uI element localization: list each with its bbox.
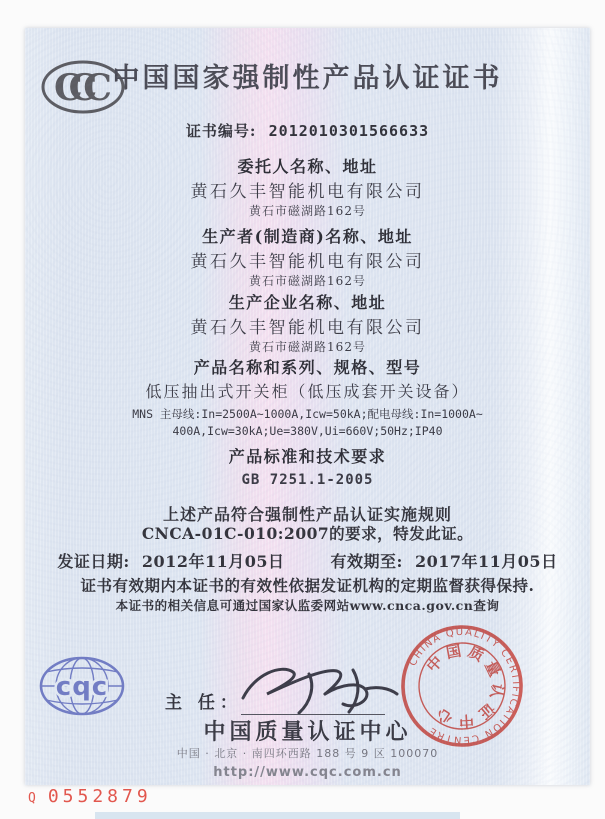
dates-row <box>25 549 590 572</box>
scan-edge-artifact <box>95 812 460 819</box>
stamp-english-text: CHINA QUALITY CERTIFICATION CENTRE <box>407 626 522 746</box>
stamp-chinese-text: 中国质量认证中心 <box>422 640 508 731</box>
certificate-paper <box>25 28 590 785</box>
issuing-org-url: http://www.cqc.com.cn <box>213 765 402 780</box>
certificate-number-line <box>25 122 590 141</box>
standard-value: GB 7251.1-2005 <box>241 472 374 488</box>
manufacturer-heading: 生产者(制造商)名称、地址 <box>202 227 413 246</box>
applicant-heading: 委托人名称、地址 <box>237 157 378 176</box>
applicant-address: 黄石市磁湖路162号 <box>249 204 366 218</box>
manufacturer-name: 黄石久丰智能机电有限公司 <box>190 252 425 272</box>
applicant-name: 黄石久丰智能机电有限公司 <box>190 182 425 202</box>
issuing-org-address: 中国 · 北京 · 南四环西路 188 号 9 区 100070 <box>176 747 439 760</box>
cqc-logo-icon <box>38 655 126 717</box>
serial-digits: 0552879 <box>47 786 152 807</box>
product-spec-line2: 400A,Icw=30kA;Ue=380V,Ui=660V;50Hz;IP40 <box>172 424 443 438</box>
serial-prefix: Q <box>28 791 36 806</box>
issue-date-label: 发证日期: <box>57 552 130 571</box>
product-heading: 产品名称和系列、规格、型号 <box>193 358 422 377</box>
director-label: 主 任： <box>165 693 242 713</box>
factory-name: 黄石久丰智能机电有限公司 <box>190 318 425 338</box>
certificate-number-value: 2012010301566633 <box>268 122 430 140</box>
certificate-title: 中国国家强制性产品认证证书 <box>112 63 503 94</box>
signature-underline <box>241 714 385 715</box>
issue-date-value: 2012年11月05日 <box>141 552 285 571</box>
statement-line2: CNCA-01C-010:2007的要求，特发此证。 <box>141 524 474 543</box>
factory-address: 黄石市磁湖路162号 <box>249 340 366 354</box>
manufacturer-address: 黄石市磁湖路162号 <box>249 274 366 288</box>
validity-note: 证书有效期内本证书的有效性依据发证机构的定期监督获得保持. <box>80 576 535 595</box>
svg-text:CHINA QUALITY CERTIFICATION CE <box>395 619 529 753</box>
issue-date <box>57 549 284 572</box>
director-signature <box>237 658 407 716</box>
standard-heading: 产品标准和技术要求 <box>228 447 387 466</box>
cqc-red-stamp <box>395 619 529 753</box>
statement-line1: 上述产品符合强制性产品认证实施规则 <box>162 505 452 524</box>
cqc-logo-letters: cqc <box>55 672 109 702</box>
product-name: 低压抽出式开关柜（低压成套开关设备） <box>145 382 470 401</box>
issuing-org-name: 中国质量认证中心 <box>203 720 412 745</box>
lookup-note: 本证书的相关信息可通过国家认监委网站www.cnca.gov.cn查询 <box>115 598 500 613</box>
ccc-mark-letters: CCC <box>54 67 98 109</box>
serial-number <box>28 786 152 807</box>
product-spec-line1: MNS 主母线:In=2500A~1000A,Icw=50kA;配电母线:In=1000A~ <box>132 407 483 421</box>
product-spec <box>25 406 590 440</box>
factory-heading: 生产企业名称、地址 <box>228 293 387 312</box>
expiry-date-value: 2017年11月05日 <box>415 552 558 571</box>
expiry-date <box>331 549 558 572</box>
certificate-number-label: 证书编号: <box>185 122 257 140</box>
expiry-date-label: 有效期至: <box>330 552 403 571</box>
